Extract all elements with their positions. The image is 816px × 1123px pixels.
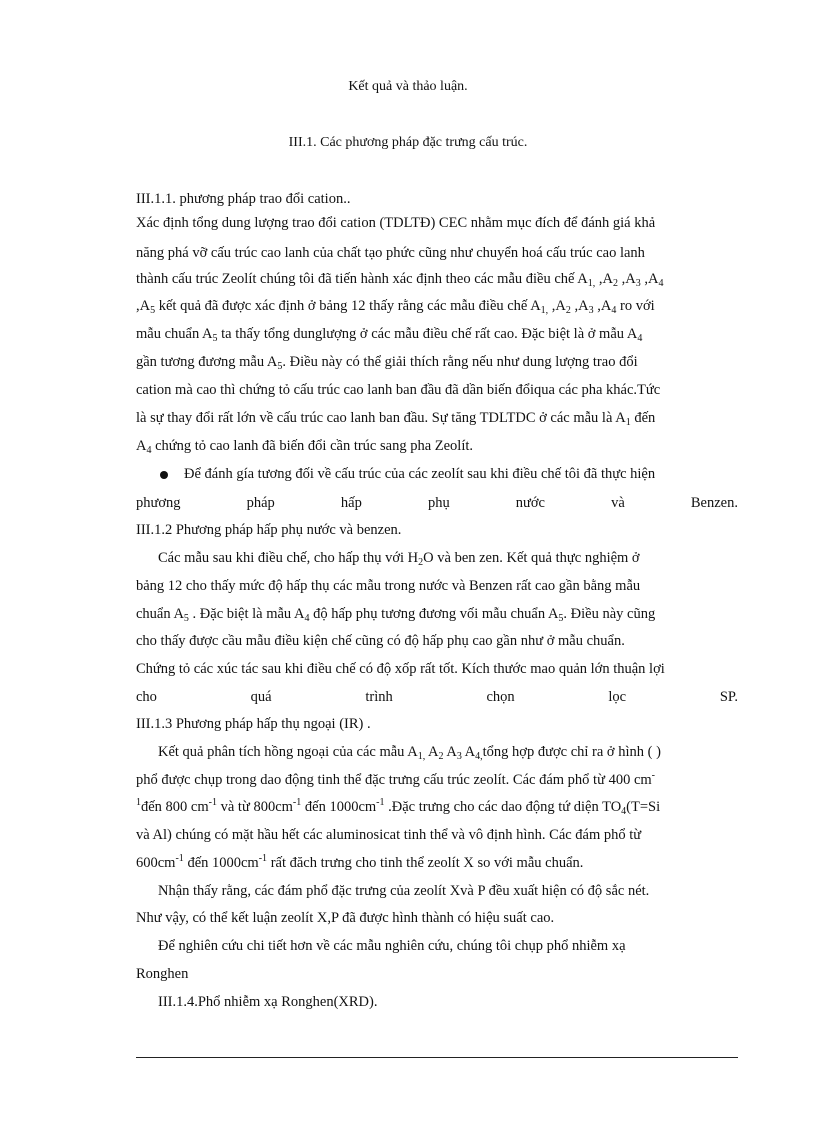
text-line: mẫu chuẩn $A_5$ ta thấy tổng dunglượng ở các mẫu điều chế rất cao. Đặc biệt là ở mẫu $A_4$: [136, 326, 643, 344]
text-line: thành cấu trúc Zeolít chúng tôi đã tiến hành xác định theo các mẫu điều chế $A_{1,}$ $,A_2$ $,A_3$ $,A_4$: [136, 271, 664, 289]
text-line: Để nghiên cứu chi tiết hơn về các mẫu nghiên cứu, chúng tôi chụp phổ nhiễm xạ: [158, 938, 626, 954]
bullet-icon: [160, 471, 168, 479]
justified-line: cho quá trình chọn lọc SP.: [136, 689, 738, 705]
text-line: Ronghen: [136, 966, 189, 982]
text-line: cho thấy được cầu mẫu điều kiện chế cũng có độ hấp phụ cao gần như ở mẫu chuẩn.: [136, 633, 625, 649]
text-line: Chứng tỏ các xúc tác sau khi điều chế có độ xốp rất tốt. Kích thước mao quản lớn thuận lợi: [136, 661, 665, 677]
subsection-heading-1: III.1.1. phương pháp trao đổi cation..: [136, 191, 351, 207]
text-line: Xác định tổng dung lượng trao đổi cation (TDLTĐ) CEC nhằm mục đích để đánh giá khả: [136, 215, 656, 231]
text-line: và Al) chúng có mặt hầu hết các aluminosicat tinh thể và vô định hình. Các đám phổ từ: [136, 827, 642, 843]
text-line: bảng 12 cho thấy mức độ hấp thụ các mẫu trong nước và Benzen rất cao gần bằng mẫu: [136, 578, 641, 594]
text-line: năng phá vỡ cấu trúc cao lanh của chất tạo phức cũng như chuyển hoá cấu trúc cao lanh: [136, 245, 645, 261]
page-title: Kết quả và thảo luận.: [348, 79, 468, 94]
text-line: Kết quả phân tích hồng ngoại của các mẫu $A_{1,}$ $A_2$ $A_3$ $A_{4,}tổng$ hợp được chỉ ra ở hình ( ): [158, 744, 661, 762]
text-line: Để đánh gía tương đối về cấu trúc của các zeolít sau khi điều chế tôi đã thực hiện: [184, 466, 656, 482]
text-line: $A_4$ chứng tỏ cao lanh đã biến đổi cần trúc sang pha Zeolít.: [136, 438, 474, 456]
text-line: chuẩn $A_5$ . Đặc biệt là mẫu $A_4$ độ hấp phụ tương đương vối mẫu chuẩn $A_5$. Điều này cũng: [136, 606, 656, 624]
footer-divider: [136, 1057, 738, 1058]
text-line: cation mà cao thì chứng tỏ cấu trúc cao lanh ban đầu đã dần biến đổiqua các pha khác.Tức: [136, 382, 661, 398]
text-line: gần tương đương mẫu $A_5$. Điều này có thể giải thích rằng nếu như dung lượng trao đổi: [136, 354, 638, 372]
subsection-heading-2: III.1.2 Phương pháp hấp phụ nước và benzen.: [136, 522, 402, 538]
text-line: phổ được chụp trong dao động tinh thể đặc trưng cấu trúc zeolít. Các đám phổ từ 400 cm-: [136, 770, 655, 788]
justified-line: phương pháp hấp phụ nước và Benzen.: [136, 495, 738, 511]
subsection-heading-4: III.1.4.Phổ nhiễm xạ Ronghen(XRD).: [158, 994, 378, 1010]
subsection-heading-3: III.1.3 Phương pháp hấp thụ ngoại (IR) .: [136, 716, 371, 732]
text-line: $^1$đến 800 $cm^{-1}$ và từ $800cm^{-1}$ đến $1000cm^{-1}$ .Đặc trưng cho các dao động tứ diện $TO_4(T=Si$: [136, 797, 661, 817]
text-line: là sự thay đổi rất lớn về cấu trúc cao lanh ban đầu. Sự tăng TDLTDC ở các mẫu là $A_1$ đến: [136, 410, 656, 428]
text-line: $,A_5$ kết quả đã được xác định ở bảng 12 thấy rằng các mẫu điều chế $A_{1,}$ $,A_2$ $,A_3$ $,A_4$ ro với: [136, 298, 655, 316]
text-line: Các mẫu sau khi điều chế, cho hấp thụ với $H_2O$ và ben zen. Kết quả thực nghiệm ở: [158, 550, 640, 568]
text-line: Như vậy, có thể kết luận zeolít X,P đã được hình thành có hiệu suất cao.: [136, 910, 555, 926]
text-line: $600cm^{-1}$ đến $1000cm^{-1}$ rất đăch trưng cho tinh thể zeolít X so với mẫu chuẩn.: [136, 853, 584, 871]
text-line: Nhận thấy rằng, các đám phổ đặc trưng của zeolít Xvà P đều xuất hiện có độ sắc nét.: [158, 883, 650, 899]
section-heading: III.1. Các phương pháp đặc trưng cấu trúc.: [288, 135, 528, 150]
